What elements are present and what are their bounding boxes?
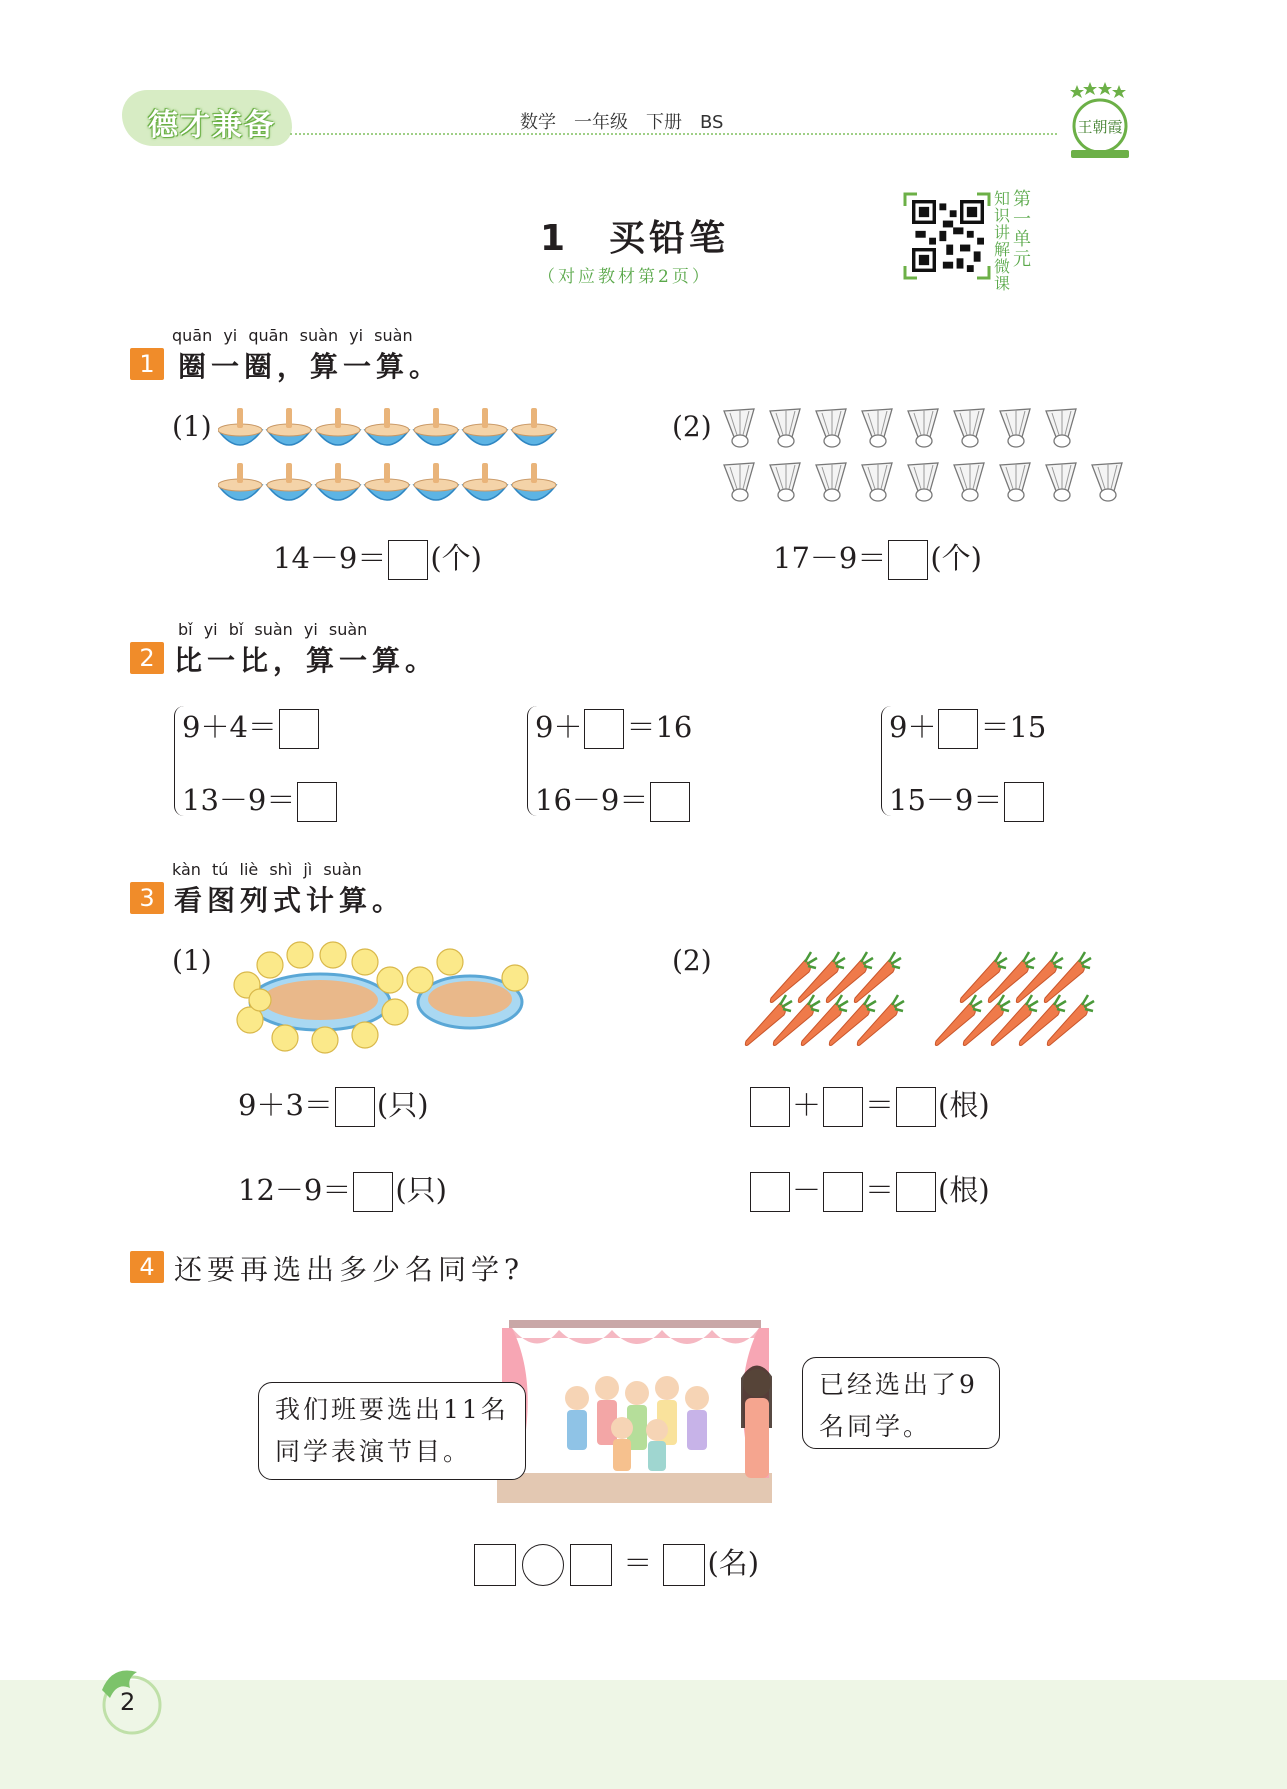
q3-item1-eq1-left: 9＋3＝ <box>238 1088 333 1122</box>
shuttlecock-icon <box>770 463 800 501</box>
answer-box[interactable] <box>896 1172 936 1212</box>
shuttlecock-icon <box>862 409 892 447</box>
q1-item2-label: (2) <box>672 410 712 443</box>
shuttlecock-icon <box>724 463 754 501</box>
unit-label: 第一单元 <box>1013 189 1031 270</box>
stage-illustration-icon <box>497 1318 772 1503</box>
q2-g1-bottom <box>182 778 339 822</box>
q3-item1-eq2-left: 12－9＝ <box>238 1173 352 1207</box>
spinning-top-icon <box>316 408 360 445</box>
q1-item1-unit: (个) <box>430 541 482 575</box>
q4-number-badge: 4 <box>130 1251 164 1283</box>
answer-box[interactable] <box>297 782 337 822</box>
q1-number-badge: 1 <box>130 348 164 380</box>
spinning-top-icon <box>316 463 360 500</box>
q3-item2-eq1-eq: ＝ <box>865 1088 895 1122</box>
shuttlecock-icon <box>908 409 938 447</box>
shuttlecock-icon <box>1092 463 1122 501</box>
q2-number-badge: 2 <box>130 642 164 674</box>
qr-code-icon[interactable] <box>912 200 984 272</box>
shuttlecock-icon <box>816 463 846 501</box>
q2-g3-bottom-left: 15－9＝ <box>889 783 1003 817</box>
answer-box[interactable] <box>750 1172 790 1212</box>
bubble-right-line2: 名同学。 <box>819 1412 932 1441</box>
q3-item2-eq2 <box>748 1168 990 1212</box>
q3-pinyin: kàn tú liè shì jì suàn <box>172 860 362 879</box>
answer-box[interactable] <box>750 1087 790 1127</box>
bubble-left-line2: 同学表演节目。 <box>275 1437 472 1466</box>
q2-g2-top <box>535 705 692 749</box>
q1-item2-equation <box>773 536 982 580</box>
spinning-top-icon <box>463 408 507 445</box>
answer-box[interactable] <box>938 709 978 749</box>
q2-g3-top <box>889 705 1046 749</box>
bubble-right-line1: 已经选出了9 <box>819 1370 978 1399</box>
answer-box[interactable] <box>570 1544 612 1586</box>
q1-item1-equation <box>273 536 482 580</box>
q3-item1-eq1-unit: (只) <box>376 1088 429 1122</box>
shuttlecock-icon <box>1000 463 1030 501</box>
spinning-top-icon <box>414 408 458 445</box>
shuttlecock-icon <box>770 409 800 447</box>
speech-bubble-left <box>258 1382 526 1480</box>
shuttlecock-icon[interactable] <box>718 405 1128 510</box>
shuttlecock-icon <box>1000 409 1030 447</box>
answer-box[interactable] <box>823 1172 863 1212</box>
spinning-top-icon <box>267 463 311 500</box>
shuttlecock-icon <box>724 409 754 447</box>
q1-item1-label: (1) <box>172 410 212 443</box>
shuttlecock-icon <box>1046 409 1076 447</box>
q3-item2-eq2-op: － <box>792 1173 822 1207</box>
q2-g3-bottom <box>889 778 1046 822</box>
q2-instruction: 比一比，算一算。 <box>174 644 439 677</box>
q3-item1-label: (1) <box>172 944 212 977</box>
answer-box[interactable] <box>388 540 428 580</box>
answer-box[interactable] <box>663 1544 705 1586</box>
q3-item2-eq1 <box>748 1083 990 1127</box>
micro-lesson-label: 知识讲解微课 <box>993 189 1010 293</box>
q3-instruction: 看图列式计算。 <box>174 884 406 917</box>
shuttlecock-icon <box>908 463 938 501</box>
lesson-title: 1 买铅笔 <box>540 218 730 259</box>
q2-g2-bottom <box>535 778 692 822</box>
seal-logo <box>1065 82 1135 160</box>
q3-item1-eq1 <box>238 1083 429 1127</box>
q2-g1-top <box>182 705 321 749</box>
answer-box[interactable] <box>474 1544 516 1586</box>
shuttlecock-icon <box>954 463 984 501</box>
q3-item2-label: (2) <box>672 944 712 977</box>
bubble-left-line1: 我们班要选出11名 <box>275 1395 509 1424</box>
spinning-top-icon <box>267 408 311 445</box>
spinning-top-icon[interactable] <box>218 402 570 512</box>
q2-g3-top-right: ＝15 <box>980 710 1047 744</box>
q4-eq-sign: ＝ <box>623 1546 653 1580</box>
speech-bubble-right <box>802 1357 1000 1449</box>
book-info: 数学 一年级 下册 BS <box>520 112 724 133</box>
q3-item1-eq2-unit: (只) <box>395 1173 447 1207</box>
brand-logo: 德才兼备 <box>148 108 276 143</box>
answer-box[interactable] <box>584 709 624 749</box>
answer-box[interactable] <box>888 540 928 580</box>
q1-item2-unit: (个) <box>930 541 982 575</box>
q4-instruction: 还要再选出多少名同学? <box>174 1253 525 1286</box>
q1-instruction: 圈一圈，算一算。 <box>178 350 443 383</box>
spinning-top-icon <box>463 463 507 500</box>
q4-equation <box>472 1541 759 1586</box>
spinning-top-icon <box>218 408 262 445</box>
spinning-top-icon <box>414 463 458 500</box>
q3-item2-eq2-eq: ＝ <box>865 1173 895 1207</box>
shuttlecock-icon <box>1046 463 1076 501</box>
footer-background <box>0 1680 1287 1789</box>
page-number: 2 <box>120 1688 136 1716</box>
carrot-icon[interactable] <box>740 945 1100 1050</box>
q3-item2-eq1-op: ＋ <box>792 1088 822 1122</box>
answer-box[interactable] <box>823 1087 863 1127</box>
chicks-icon[interactable] <box>225 940 535 1055</box>
q3-item2-eq2-unit: (根) <box>938 1173 990 1207</box>
answer-box[interactable] <box>896 1087 936 1127</box>
spinning-top-icon <box>218 463 262 500</box>
q2-g1-bottom-left: 13－9＝ <box>182 783 296 817</box>
q1-item1-eq-left: 14－9＝ <box>273 541 387 575</box>
q2-g2-top-left: 9＋ <box>535 710 583 744</box>
shuttlecock-icon <box>862 463 892 501</box>
spinning-top-icon <box>365 463 409 500</box>
q2-g2-top-right: ＝16 <box>626 710 693 744</box>
seal-text: 王朝霞 <box>1077 118 1123 136</box>
spinning-top-icon <box>512 463 556 500</box>
q4-unit: (名) <box>707 1546 760 1580</box>
operator-circle[interactable] <box>522 1544 564 1586</box>
answer-box[interactable] <box>353 1172 393 1212</box>
answer-box[interactable] <box>1004 782 1044 822</box>
spinning-top-icon <box>365 408 409 445</box>
q1-pinyin: quān yi quān suàn yi suàn <box>172 326 413 345</box>
lesson-subtitle: （对应教材第2页） <box>538 267 712 287</box>
q3-number-badge: 3 <box>130 882 164 914</box>
q1-item2-eq-left: 17－9＝ <box>773 541 887 575</box>
q2-g1-top-left: 9＋4＝ <box>182 710 277 744</box>
q2-pinyin: bǐ yi bǐ suàn yi suàn <box>178 620 368 639</box>
q3-item2-eq1-unit: (根) <box>938 1088 990 1122</box>
q2-g3-top-left: 9＋ <box>889 710 937 744</box>
answer-box[interactable] <box>650 782 690 822</box>
q2-g2-bottom-left: 16－9＝ <box>535 783 649 817</box>
answer-box[interactable] <box>335 1087 375 1127</box>
shuttlecock-icon <box>816 409 846 447</box>
answer-box[interactable] <box>279 709 319 749</box>
q3-item1-eq2 <box>238 1168 447 1212</box>
spinning-top-icon <box>512 408 556 445</box>
shuttlecock-icon <box>954 409 984 447</box>
